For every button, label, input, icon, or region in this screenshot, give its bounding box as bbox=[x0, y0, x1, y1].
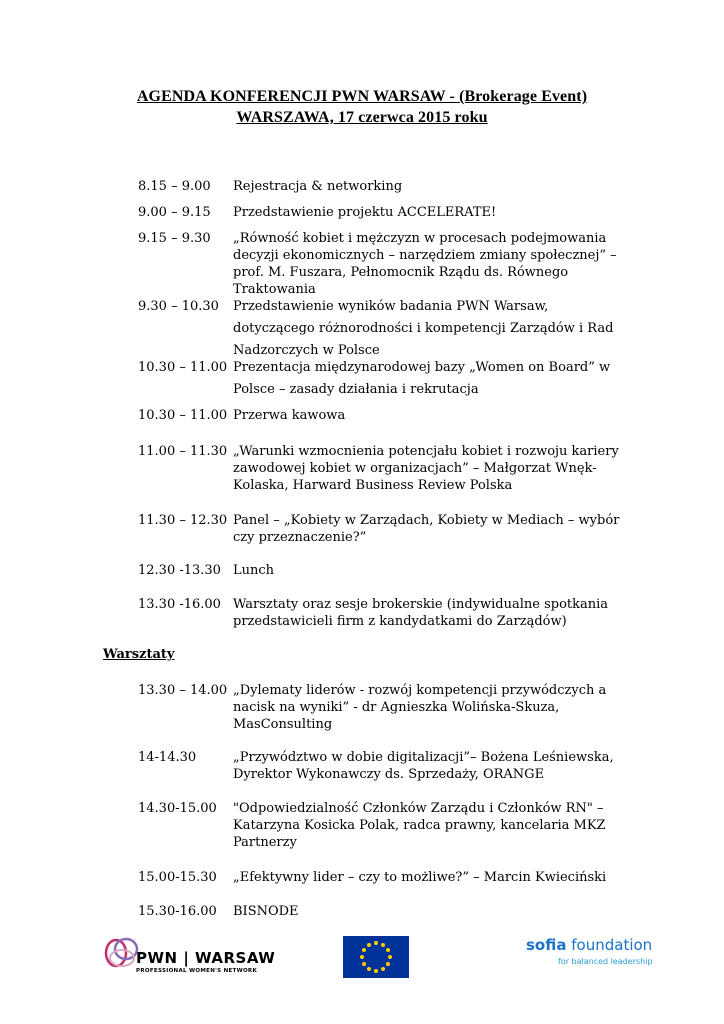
workshop-time: 15.30-16.00 bbox=[138, 904, 217, 919]
agenda-description: Rejestracja & networking bbox=[233, 179, 403, 194]
agenda-time: 9.30 – 10.30 bbox=[138, 299, 219, 314]
agenda-time: 13.30 -16.00 bbox=[138, 597, 221, 612]
sofia-logo-rest: foundation bbox=[566, 936, 653, 954]
agenda-description: Lunch bbox=[233, 563, 275, 578]
agenda-description: „Równość kobiet i mężczyzn w procesach podejmowania decyzji ekonomicznych – narzędziem zmiany społecznej” – prof. M. Fuszara, Pełnomocnik Rządu ds. Równego Traktowania bbox=[233, 231, 617, 297]
sofia-foundation-logo bbox=[526, 936, 666, 970]
agenda-description: Przerwa kawowa bbox=[233, 408, 346, 423]
agenda-time: 10.30 – 11.00 bbox=[138, 360, 228, 375]
agenda-description: Przedstawienie wyników badania PWN Warsaw, dotyczącego różnorodności i kompetencji Zarządów i Rad Nadzorczych w Polsce bbox=[233, 299, 614, 358]
workshop-description: „Przywództwo w dobie digitalizacji”– Bożena Leśniewska, Dyrektor Wykonawczy ds. Sprzedaży, ORANGE bbox=[233, 750, 614, 782]
workshop-time: 13.30 – 14.00 bbox=[138, 683, 228, 698]
agenda-time: 12.30 -13.30 bbox=[138, 563, 221, 578]
workshop-description: BISNODE bbox=[233, 904, 299, 919]
pwn-logo-text: PWN | WARSAW bbox=[136, 949, 276, 967]
agenda-description: Panel – „Kobiety w Zarządach, Kobiety w Mediach – wybór czy przeznaczenie?” bbox=[233, 513, 620, 545]
workshop-description: „Dylematy liderów - rozwój kompetencji przywódczych a nacisk na wyniki” - dr Agnieszka Wolińska-Skuza, MasConsulting bbox=[233, 683, 607, 732]
agenda-time: 9.15 – 9.30 bbox=[138, 231, 211, 246]
agenda-description: „Warunki wzmocnienia potencjału kobiet i rozwoju kariery zawodowej kobiet w organizacjach” – Małgorzat Wnęk-Kolaska, Harward Business Review Polska bbox=[233, 444, 619, 493]
eu-flag-icon bbox=[343, 936, 409, 978]
workshop-description: "Odpowiedzialność Członków Zarządu i Członków RN" – Katarzyna Kosicka Polak, radca prawny, kancelaria MKZ Partnerzy bbox=[233, 801, 606, 850]
workshop-time: 14.30-15.00 bbox=[138, 801, 217, 816]
sofia-logo-bold: sofia bbox=[526, 936, 567, 954]
page-subtitle: WARSZAWA, 17 czerwca 2015 roku bbox=[236, 109, 488, 126]
workshop-time: 15.00-15.30 bbox=[138, 870, 217, 885]
agenda-time: 8.15 – 9.00 bbox=[138, 179, 211, 194]
agenda-description: Przedstawienie projektu ACCELERATE! bbox=[233, 205, 497, 220]
agenda-description: Warsztaty oraz sesje brokerskie (indywidualne spotkania przedstawicieli firm z kandydatkami do Zarządów) bbox=[233, 597, 609, 629]
pwn-warsaw-logo bbox=[102, 933, 276, 981]
workshop-description: „Efektywny lider – czy to możliwe?” – Marcin Kwieciński bbox=[233, 870, 607, 885]
sofia-logo-tagline: for balanced leadership bbox=[558, 957, 653, 966]
agenda-time: 11.00 – 11.30 bbox=[138, 444, 228, 459]
agenda-time: 11.30 – 12.30 bbox=[138, 513, 228, 528]
sofia-logo-text bbox=[526, 936, 652, 954]
workshop-time: 14-14.30 bbox=[138, 750, 197, 765]
agenda-time: 10.30 – 11.00 bbox=[138, 408, 228, 423]
agenda-time: 9.00 – 9.15 bbox=[138, 205, 211, 220]
pwn-logo-tagline: PROFESSIONAL WOMEN'S NETWORK bbox=[136, 968, 258, 974]
page-title: AGENDA KONFERENCJI PWN WARSAW - (Brokerage Event) bbox=[136, 88, 588, 105]
agenda-description: Prezentacja międzynarodowej bazy „Women on Board” w Polsce – zasady działania i rekrutacja bbox=[233, 360, 611, 397]
workshops-heading: Warsztaty bbox=[103, 647, 175, 662]
